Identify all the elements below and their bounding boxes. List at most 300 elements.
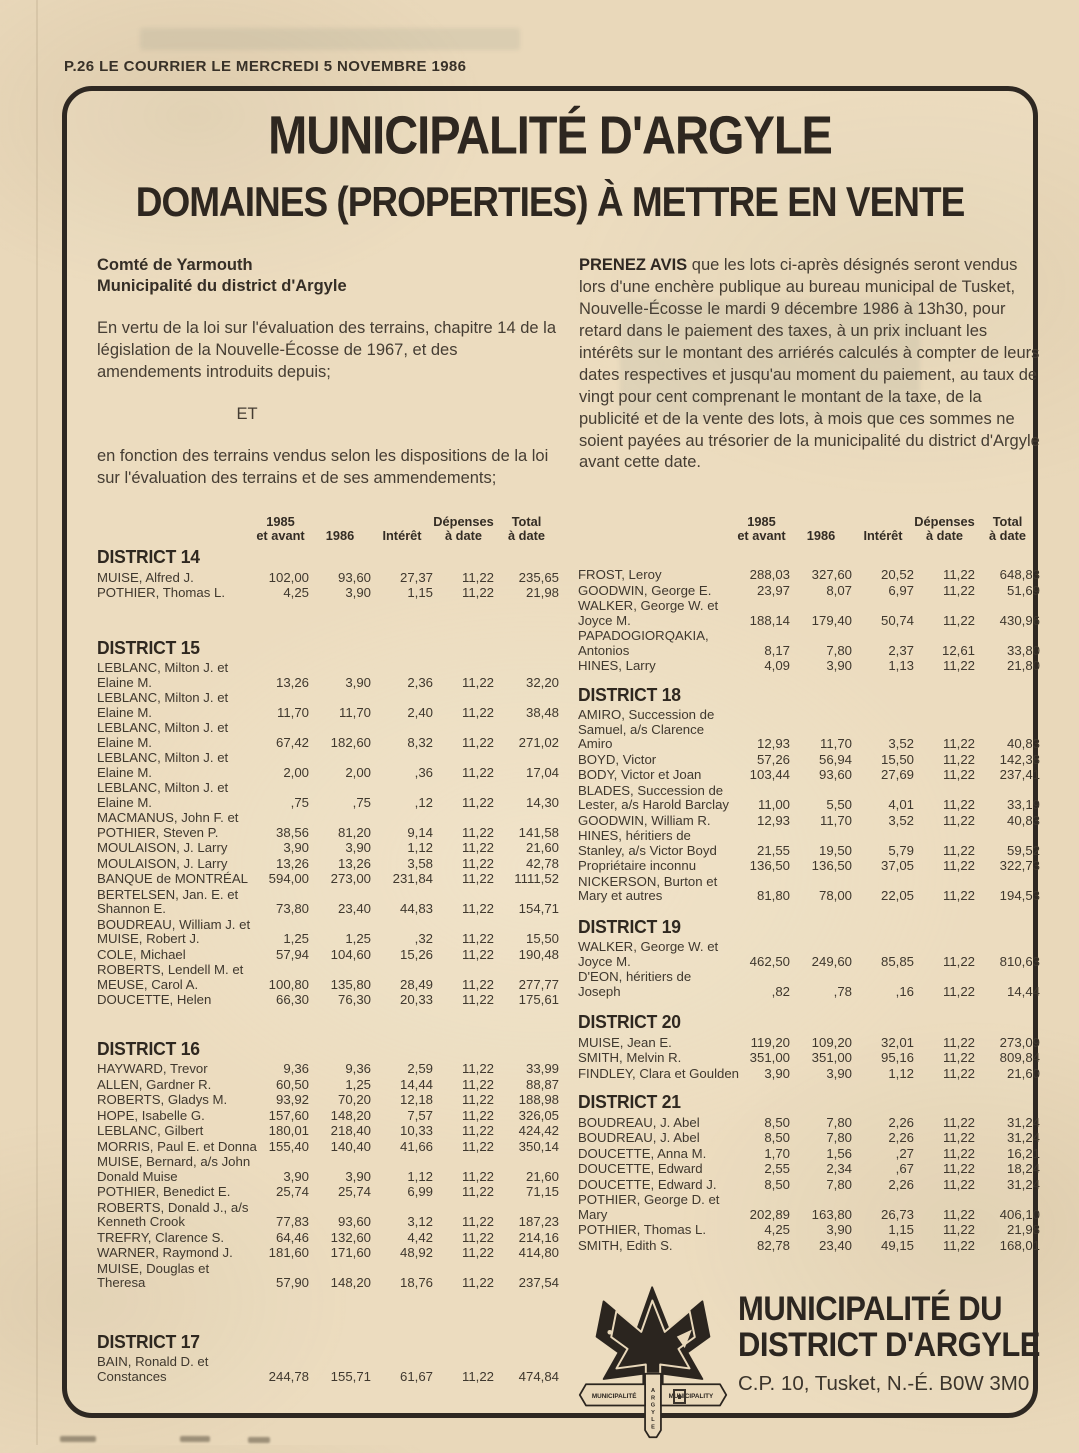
owner-name: BERTELSEN, Jan. E. et Shannon E. <box>97 886 239 916</box>
amount-cell: 11,22 <box>942 1065 975 1081</box>
table-row <box>578 629 1044 658</box>
amount-cell: 3,90 <box>345 840 371 855</box>
amount-cell: 474,84 <box>518 1368 559 1384</box>
amount-cell: 155,40 <box>268 1138 309 1154</box>
column-header: Intérêt <box>863 527 903 543</box>
amount-cell: 3,90 <box>345 1168 371 1184</box>
amount-cell: 237,54 <box>518 1275 559 1290</box>
amount-cell: 175,61 <box>518 992 559 1007</box>
amount-cell: 11,70 <box>338 704 371 720</box>
amount-cell: 1,12 <box>407 840 433 855</box>
amount-cell: 11,22 <box>942 1050 975 1065</box>
district-section <box>578 1010 1044 1081</box>
amount-cell: 3,90 <box>283 840 309 855</box>
amount-cell: 3,90 <box>764 1065 790 1081</box>
amount-cell: 48,92 <box>399 1245 433 1260</box>
owner-name: BODY, Victor et Joan <box>578 767 702 782</box>
column-header: 1985 et avant <box>256 514 305 543</box>
district-section <box>97 1037 563 1291</box>
column-header: 1986 <box>325 527 355 543</box>
amount-cell: 85,85 <box>880 953 914 969</box>
legal-paragraph-2: en fonction des terrains vendus selon les dispositions de la loi sur l'évaluation des terrains et de ses ammendements; <box>97 446 549 487</box>
owner-name: LEBLANC, Milton J. et Elaine M. <box>97 660 229 690</box>
amount-cell: 32,20 <box>525 674 559 690</box>
amount-cell: 5,50 <box>826 797 852 812</box>
amount-cell: 194,53 <box>999 888 1040 903</box>
owner-name: POTHIER, Thomas L. <box>97 585 226 600</box>
owner-name: HAYWARD, Trevor <box>97 1061 208 1076</box>
amount-cell: 1,25 <box>345 931 371 946</box>
amount-cell: 648,83 <box>999 567 1040 582</box>
owner-name: Propriétaire inconnu <box>578 858 697 873</box>
amount-cell: 19,50 <box>818 842 852 858</box>
amount-cell: 11,22 <box>461 1076 494 1092</box>
amount-cell: 93,60 <box>337 1214 371 1229</box>
table-row <box>578 1223 1044 1238</box>
footer-org-text <box>738 1275 1040 1395</box>
amount-cell: 60,50 <box>275 1076 309 1092</box>
amount-cell: 11,22 <box>942 1237 975 1253</box>
district-title: DISTRICT 18 <box>578 683 681 705</box>
amount-cell: 14,44 <box>399 1076 433 1092</box>
amount-cell: 38,56 <box>275 824 309 840</box>
district-title: DISTRICT 15 <box>97 636 200 658</box>
amount-cell: 6,97 <box>888 582 914 598</box>
amount-cell: 12,93 <box>756 812 790 828</box>
amount-cell: 103,44 <box>749 767 790 782</box>
amount-cell: 10,33 <box>399 1123 433 1138</box>
amount-cell: 7,80 <box>826 1176 852 1192</box>
amount-cell: 4,09 <box>764 658 790 673</box>
amount-cell: 95,16 <box>880 1050 914 1065</box>
owner-name: ROBERTS, Donald J., a/s Kenneth Crook <box>97 1199 249 1229</box>
amount-cell: 288,03 <box>749 567 790 582</box>
owner-name: MACMANUS, John F. et POTHIER, Steven P. <box>97 810 239 840</box>
amount-cell: 11,22 <box>942 612 975 628</box>
amount-cell: 273,09 <box>999 1034 1040 1050</box>
amount-cell: 11,22 <box>461 585 494 600</box>
amount-cell: 59,52 <box>1006 842 1040 858</box>
intro-right-column <box>579 255 1043 474</box>
owner-name: WARNER, Raymond J. <box>97 1245 233 1260</box>
amount-cell: 168,01 <box>999 1237 1040 1253</box>
amount-cell: 180,01 <box>268 1123 309 1138</box>
amount-cell: 11,22 <box>942 812 975 828</box>
amount-cell: 8,07 <box>826 582 852 598</box>
amount-cell: 322,73 <box>999 858 1040 873</box>
amount-cell: 5,79 <box>888 842 914 858</box>
amount-cell: 11,22 <box>461 931 494 946</box>
amount-cell: 4,25 <box>283 585 309 600</box>
table-row <box>578 1067 1044 1082</box>
amount-cell: 11,22 <box>942 767 975 782</box>
owner-name: COLE, Michael <box>97 946 186 962</box>
table-body-left <box>97 545 563 1384</box>
owner-name: MUISE, Douglas et Theresa <box>97 1260 210 1290</box>
amount-cell: 57,94 <box>275 946 309 962</box>
amount-cell: 100,80 <box>268 976 309 992</box>
table-row <box>97 918 563 947</box>
amount-cell: 2,55 <box>764 1161 790 1176</box>
amount-cell: 1,15 <box>407 585 433 600</box>
table-row <box>97 948 563 963</box>
amount-cell: 140,40 <box>330 1138 371 1154</box>
amount-cell: 7,80 <box>826 1114 852 1130</box>
amount-cell: 235,65 <box>518 569 559 585</box>
amount-cell: 11,22 <box>942 1176 975 1192</box>
amount-cell: 11,22 <box>942 1034 975 1050</box>
amount-cell: 155,71 <box>330 1368 371 1384</box>
amount-cell: 132,60 <box>330 1229 371 1245</box>
amount-cell: 8,50 <box>764 1114 790 1130</box>
amount-cell: 3,52 <box>888 812 914 828</box>
amount-cell: 4,01 <box>888 797 914 812</box>
table-row <box>97 1201 563 1230</box>
owner-name: DOUCETTE, Anna M. <box>578 1145 707 1161</box>
column-header: 1985 et avant <box>737 514 786 543</box>
amount-cell: ,27 <box>895 1145 914 1161</box>
table-row <box>578 1162 1044 1177</box>
owner-name: LEBLANC, Milton J. et Elaine M. <box>97 750 229 780</box>
owner-name: MUISE, Bernard, a/s John Donald Muise <box>97 1154 251 1184</box>
table-row <box>97 1355 563 1384</box>
amount-cell: 33,19 <box>1006 797 1040 812</box>
amount-cell: 231,84 <box>392 871 433 886</box>
owner-name: SMITH, Edith S. <box>578 1237 673 1253</box>
amount-cell: 181,60 <box>268 1245 309 1260</box>
footer-logo-block <box>578 1275 1044 1453</box>
amount-cell: 11,22 <box>942 658 975 673</box>
owner-name: LEBLANC, Milton J. et Elaine M. <box>97 720 229 750</box>
table-row <box>97 1140 563 1155</box>
owner-name: MUISE, Alfred J. <box>97 569 194 585</box>
amount-cell: 136,50 <box>811 858 852 873</box>
amount-cell: 351,00 <box>811 1050 852 1065</box>
amount-cell: 26,73 <box>880 1206 914 1222</box>
amount-cell: 2,26 <box>888 1114 914 1130</box>
amount-cell: 1,13 <box>888 658 914 673</box>
amount-cell: 49,15 <box>880 1237 914 1253</box>
owner-name: HOPE, Isabelle G. <box>97 1107 205 1123</box>
amount-cell: 41,66 <box>399 1138 433 1154</box>
amount-cell: 40,83 <box>1006 812 1040 828</box>
amount-cell: 11,22 <box>942 736 975 751</box>
amount-cell: 1,25 <box>345 1076 371 1092</box>
amount-cell: 33,80 <box>1006 642 1040 658</box>
table-row <box>97 781 563 810</box>
amount-cell: 809,84 <box>999 1050 1040 1065</box>
amount-cell: 11,22 <box>942 1114 975 1130</box>
column-header: Total à date <box>508 514 545 543</box>
amount-cell: 277,77 <box>518 976 559 992</box>
amount-cell: 214,16 <box>518 1229 559 1245</box>
amount-cell: 13,26 <box>275 855 309 871</box>
owner-name: SMITH, Melvin R. <box>578 1050 682 1065</box>
amount-cell: 21,60 <box>1006 1065 1040 1081</box>
amount-cell: 11,22 <box>461 794 494 810</box>
owner-name: LEBLANC, Milton J. et Elaine M. <box>97 780 229 810</box>
amount-cell: 11,70 <box>276 704 309 720</box>
district-section <box>578 683 1044 904</box>
amount-cell: 9,36 <box>283 1061 309 1076</box>
amount-cell: 136,50 <box>749 858 790 873</box>
table-row <box>97 1062 563 1077</box>
amount-cell: 7,57 <box>407 1107 433 1123</box>
amount-cell: 2,26 <box>888 1176 914 1192</box>
table-body-right <box>578 568 1044 1253</box>
amount-cell: 109,20 <box>811 1034 852 1050</box>
end-of-notice-icon <box>673 1389 686 1404</box>
amount-cell: 11,70 <box>819 736 852 751</box>
amount-cell: 3,90 <box>826 1222 852 1237</box>
table-row <box>578 568 1044 583</box>
amount-cell: 25,74 <box>337 1184 371 1199</box>
amount-cell: 4,42 <box>407 1229 433 1245</box>
amount-cell: 16,21 <box>1006 1145 1040 1161</box>
amount-cell: 351,00 <box>749 1050 790 1065</box>
amount-cell: 4,25 <box>764 1222 790 1237</box>
district-section <box>97 636 563 1008</box>
owner-name: WALKER, George W. et Joyce M. <box>578 939 719 969</box>
amount-cell: ,32 <box>414 931 433 946</box>
amount-cell: 171,60 <box>330 1245 371 1260</box>
amount-cell: 56,94 <box>818 751 852 767</box>
district-section <box>578 1090 1044 1253</box>
amount-cell: 15,50 <box>525 931 559 946</box>
amount-cell: ,36 <box>414 764 433 780</box>
table-row <box>97 691 563 720</box>
amount-cell: 11,22 <box>461 1214 494 1229</box>
table-row <box>97 841 563 856</box>
amount-cell: 163,80 <box>811 1206 852 1222</box>
amount-cell: 810,63 <box>999 953 1040 969</box>
amount-cell: ,16 <box>895 983 914 999</box>
amount-cell: 154,71 <box>518 901 559 916</box>
table-row <box>97 721 563 750</box>
county-line: Comté de Yarmouth <box>97 256 253 274</box>
table-row <box>578 784 1044 813</box>
amount-cell: 93,92 <box>275 1092 309 1107</box>
owner-name: DOUCETTE, Helen <box>97 992 212 1007</box>
logo-vertical-label: A R G Y L E <box>650 1388 656 1431</box>
owner-name: BOUDREAU, J. Abel <box>578 1114 700 1130</box>
amount-cell: 57,26 <box>756 751 790 767</box>
org-name-line1: MUNICIPALITÉ DU <box>738 1289 1003 1328</box>
amount-cell: 11,22 <box>461 674 494 690</box>
amount-cell: 11,22 <box>461 1368 494 1384</box>
amount-cell: 462,50 <box>749 953 790 969</box>
amount-cell: 13,26 <box>275 674 309 690</box>
column-header: 1986 <box>806 527 836 543</box>
table-row <box>97 751 563 780</box>
org-name-line2: DISTRICT D'ARGYLE <box>738 1325 1040 1364</box>
notice-box <box>62 86 1040 1431</box>
table-row <box>578 1036 1044 1051</box>
amount-cell: 187,23 <box>518 1214 559 1229</box>
table-row <box>97 993 563 1008</box>
district-title: DISTRICT 16 <box>97 1037 200 1059</box>
amount-cell: 2,26 <box>888 1130 914 1145</box>
table-row <box>97 586 563 601</box>
district-title: DISTRICT 14 <box>97 545 200 568</box>
owner-name: BLADES, Succession de Lester, a/s Harold Barclay <box>578 782 729 812</box>
owner-name: BANQUE de MONTRÉAL <box>97 871 248 886</box>
amount-cell: 11,22 <box>461 901 494 916</box>
table-row <box>97 1109 563 1124</box>
tax-table-left <box>97 515 563 1385</box>
amount-cell: 11,22 <box>461 1107 494 1123</box>
amount-cell: 27,69 <box>880 767 914 782</box>
table-row <box>97 857 563 872</box>
amount-cell: 32,01 <box>880 1034 914 1050</box>
amount-cell: 11,22 <box>461 704 494 720</box>
amount-cell: 3,90 <box>345 674 371 690</box>
amount-cell: 11,22 <box>942 888 975 903</box>
district-title: DISTRICT 17 <box>97 1330 200 1352</box>
district-section <box>578 915 1044 1000</box>
amount-cell: 11,22 <box>942 858 975 873</box>
table-header-right <box>578 515 1044 542</box>
amount-cell: 237,41 <box>999 767 1040 782</box>
amount-cell: 11,22 <box>942 751 975 767</box>
amount-cell: 21,80 <box>1006 658 1040 673</box>
org-address: C.P. 10, Tusket, N.-É. B0W 3M0 <box>738 1372 1030 1395</box>
amount-cell: 14,30 <box>525 794 559 810</box>
table-row <box>97 1078 563 1093</box>
amount-cell: 81,80 <box>756 888 790 903</box>
district-title: DISTRICT 21 <box>578 1090 681 1113</box>
amount-cell: 102,00 <box>268 569 309 585</box>
amount-cell: 11,22 <box>942 1161 975 1176</box>
amount-cell: 190,48 <box>518 946 559 962</box>
amount-cell: ,75 <box>290 794 309 810</box>
district-section <box>578 568 1044 674</box>
owner-name: BOUDREAU, William J. et MUISE, Robert J. <box>97 916 251 946</box>
amount-cell: 66,30 <box>275 992 309 1007</box>
amount-cell: 1,25 <box>283 931 309 946</box>
amount-cell: 1,56 <box>826 1145 852 1161</box>
amount-cell: 20,52 <box>880 567 914 582</box>
amount-cell: 273,00 <box>330 871 371 886</box>
amount-cell: ,12 <box>414 794 433 810</box>
amount-cell: 11,22 <box>942 1145 975 1161</box>
amount-cell: 37,05 <box>880 858 914 873</box>
amount-cell: ,67 <box>895 1161 914 1176</box>
table-row <box>578 753 1044 768</box>
amount-cell: 1,12 <box>888 1065 914 1081</box>
amount-cell: 188,98 <box>518 1092 559 1107</box>
owner-name: BOUDREAU, J. Abel <box>578 1130 700 1145</box>
owner-name: MORRIS, Paul E. et Donna <box>97 1138 257 1154</box>
amount-cell: 11,22 <box>461 840 494 855</box>
amount-cell: 78,00 <box>818 888 852 903</box>
table-row <box>578 599 1044 628</box>
amount-cell: 8,32 <box>407 734 433 750</box>
amount-cell: 40,83 <box>1006 736 1040 751</box>
amount-cell: 21,98 <box>525 585 559 600</box>
page-edge-fragment <box>180 1436 210 1442</box>
notice-lead: PRENEZ AVIS <box>579 256 688 274</box>
notice-paragraph <box>579 255 1043 474</box>
district-section <box>97 1330 563 1385</box>
amount-cell: 12,18 <box>399 1092 433 1107</box>
amount-cell: 18,76 <box>399 1275 433 1290</box>
amount-cell: 11,22 <box>461 855 494 871</box>
column-header: Dépenses à date <box>914 514 975 543</box>
table-row <box>578 814 1044 829</box>
amount-cell: 188,14 <box>749 612 790 628</box>
amount-cell: 64,46 <box>275 1229 309 1245</box>
amount-cell: 81,20 <box>337 824 371 840</box>
amount-cell: 11,22 <box>942 953 975 969</box>
table-row <box>578 768 1044 783</box>
amount-cell: 50,74 <box>880 612 914 628</box>
district-section <box>97 545 563 601</box>
amount-cell: 3,58 <box>407 855 433 871</box>
notice-body: que les lots ci-après désignés seront vendus lors d'une enchère publique au bureau municipal de Tusket, Nouvelle-Écosse le mardi 9 décembre 1986 à 13h30, pour retard dans le paiement des taxes, à un prix incluant les intérêts sur le montant des arriérés calculés à compter de leurs dates respectives et jusqu'au moment du paiement, au taux de vingt pour cent comprenant le montant de la taxe, de la publicité et de la vente des lots, à mois que ces sommes ne soient payées au trésorier de la municipalité du district d'Argyle avant cette date. <box>579 256 1040 472</box>
amount-cell: 3,90 <box>345 585 371 600</box>
owner-name: AMIRO, Succession de Samuel, a/s Clarence Amiro <box>578 707 715 751</box>
amount-cell: 9,14 <box>407 824 433 840</box>
amount-cell: 33,99 <box>525 1061 559 1076</box>
argyle-maple-leaf-logo-icon <box>578 1275 728 1453</box>
amount-cell: 218,40 <box>330 1123 371 1138</box>
amount-cell: 20,33 <box>399 992 433 1007</box>
amount-cell: 3,90 <box>283 1168 309 1184</box>
owner-name: ROBERTS, Lendell M. et MEUSE, Carol A. <box>97 962 244 992</box>
amount-cell: 8,17 <box>764 642 790 658</box>
amount-cell: 414,80 <box>518 1245 559 1260</box>
amount-cell: 42,78 <box>525 855 559 871</box>
amount-cell: 31,24 <box>1006 1176 1040 1192</box>
amount-cell: 11,22 <box>942 797 975 812</box>
table-row <box>97 1262 563 1291</box>
amount-cell: 142,38 <box>999 751 1040 767</box>
showthrough-smudge <box>140 28 520 50</box>
owner-name: POTHIER, Benedict E. <box>97 1184 231 1199</box>
owner-name: BOYD, Victor <box>578 751 657 767</box>
table-row <box>97 872 563 887</box>
table-row <box>97 1155 563 1184</box>
owner-name: GOODWIN, William R. <box>578 812 711 828</box>
owner-name: MOULAISON, J. Larry <box>97 855 228 871</box>
owner-name: FINDLEY, Clara et Goulden <box>578 1065 740 1081</box>
amount-cell: 1111,52 <box>514 871 559 886</box>
amount-cell: 2,36 <box>407 674 433 690</box>
amount-cell: 11,22 <box>942 582 975 598</box>
table-row <box>578 1178 1044 1193</box>
amount-cell: 2,00 <box>283 764 309 780</box>
amount-cell: 424,42 <box>518 1123 559 1138</box>
owner-name: FROST, Leroy <box>578 567 662 582</box>
amount-cell: 11,22 <box>461 1275 494 1290</box>
table-row <box>97 888 563 917</box>
amount-cell: 7,80 <box>826 1130 852 1145</box>
amount-cell: 18,24 <box>1006 1161 1040 1176</box>
amount-cell: 157,60 <box>268 1107 309 1123</box>
amount-cell: 93,60 <box>337 569 371 585</box>
table-row <box>578 859 1044 874</box>
amount-cell: 31,24 <box>1006 1114 1040 1130</box>
paper-fold-line <box>36 0 38 1445</box>
page-edge-fragment <box>60 1436 96 1442</box>
table-row <box>97 1231 563 1246</box>
owner-name: LEBLANC, Milton J. et Elaine M. <box>97 690 229 720</box>
amount-cell: 13,26 <box>337 855 371 871</box>
amount-cell: 71,15 <box>525 1184 559 1199</box>
amount-cell: 17,04 <box>525 764 559 780</box>
owner-name: ROBERTS, Gladys M. <box>97 1092 228 1107</box>
